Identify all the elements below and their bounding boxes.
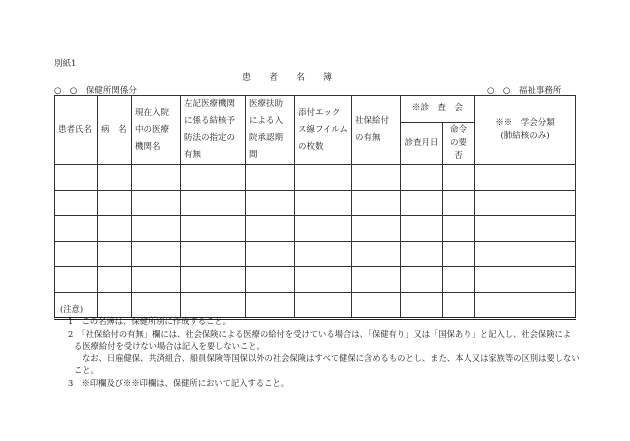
notes: [60, 303, 580, 389]
table-cell[interactable]: [352, 190, 401, 216]
table-cell[interactable]: [401, 241, 443, 267]
table-cell[interactable]: [55, 267, 98, 293]
header-disease: 病 名: [98, 96, 132, 165]
table-cell[interactable]: [295, 241, 352, 267]
table-cell[interactable]: [295, 190, 352, 216]
table-cell[interactable]: [401, 190, 443, 216]
table-cell[interactable]: [443, 190, 475, 216]
table-cell[interactable]: [295, 267, 352, 293]
table-cell[interactable]: [401, 216, 443, 242]
table-cell[interactable]: [475, 165, 576, 191]
table-cell[interactable]: [132, 216, 181, 242]
header-order: 命令の要 否: [443, 122, 475, 164]
header-medical-aid: 医療扶助による入院承認期間: [246, 96, 295, 165]
table-cell[interactable]: [352, 241, 401, 267]
table-cell[interactable]: [181, 241, 246, 267]
table-cell[interactable]: [132, 241, 181, 267]
header-tb-law: 左記医療機関に係る結核予防法の指定の有無: [181, 96, 246, 165]
header-hospital: 現在入院中の医療機関名: [132, 96, 181, 165]
table-cell[interactable]: [295, 165, 352, 191]
left-office-label: ○ ○ 保健所関係分: [54, 86, 137, 96]
table-cell[interactable]: [475, 190, 576, 216]
academic-label: ※※ 学会分類: [495, 118, 555, 128]
table-cell[interactable]: [98, 216, 132, 242]
header-academic: [475, 96, 576, 165]
table-cell[interactable]: [246, 190, 295, 216]
academic-sublabel: (肺結核のみ): [500, 131, 550, 141]
table-cell[interactable]: [181, 216, 246, 242]
table-cell[interactable]: [443, 165, 475, 191]
table-cell[interactable]: [246, 267, 295, 293]
header-patient-name: 患者氏名: [55, 96, 98, 165]
table-cell[interactable]: [98, 267, 132, 293]
table-cell[interactable]: [55, 241, 98, 267]
patient-register-table: [54, 95, 576, 320]
table-cell[interactable]: [181, 165, 246, 191]
table-cell[interactable]: [401, 165, 443, 191]
table-cell[interactable]: [132, 190, 181, 216]
notes-heading: (注意): [60, 304, 84, 314]
table-cell[interactable]: [443, 216, 475, 242]
table-row: [55, 190, 576, 216]
note-line: 3 ※印欄及び※※印欄は、保健所において記入すること。: [68, 377, 289, 388]
table-cell[interactable]: [475, 267, 576, 293]
table-row: [55, 165, 576, 191]
table-cell[interactable]: [55, 216, 98, 242]
table-cell[interactable]: [98, 165, 132, 191]
note-line: 2 「社保給付の有無」欄には、社会保険による医療の給付を受けている場合は、「保健有り」又は「国保あり」と記入し、社会保険によ: [68, 328, 572, 339]
table-cell[interactable]: [475, 216, 576, 242]
table-cell[interactable]: [352, 165, 401, 191]
table-cell[interactable]: [98, 190, 132, 216]
table-cell[interactable]: [55, 190, 98, 216]
note-line: なお、日雇健保、共済組合、船員保険等国保以外の社会保険はすべて健保に含めるものとし、また、本人又は家族等の区別は要しない: [82, 353, 580, 364]
table-cell[interactable]: [352, 267, 401, 293]
table-cell[interactable]: [295, 216, 352, 242]
table-cell[interactable]: [246, 216, 295, 242]
table-cell[interactable]: [181, 190, 246, 216]
header-review-date: 診査月日: [401, 122, 443, 164]
header-social-ins: 社保給付の有無: [352, 96, 401, 165]
table-cell[interactable]: [475, 241, 576, 267]
table-row: [55, 241, 576, 267]
table-cell[interactable]: [401, 267, 443, 293]
table-cell[interactable]: [443, 241, 475, 267]
table-cell[interactable]: [181, 267, 246, 293]
table-cell[interactable]: [98, 241, 132, 267]
attachment-label: 別紙1: [54, 59, 77, 69]
right-office-label: ○ ○ 福祉事務所: [487, 86, 562, 96]
note-line: こと。: [74, 365, 99, 376]
table-row: [55, 267, 576, 293]
header-xray: 添付エックス線フイルムの枚数: [295, 96, 352, 165]
header-review-board: ※診 査 会: [401, 96, 475, 123]
table-cell[interactable]: [352, 216, 401, 242]
table-cell[interactable]: [246, 165, 295, 191]
table-cell[interactable]: [132, 165, 181, 191]
table-cell[interactable]: [55, 165, 98, 191]
table-cell[interactable]: [132, 267, 181, 293]
table-cell[interactable]: [443, 267, 475, 293]
note-line: 1 この名簿は、保健所別に作成すること。: [68, 316, 231, 327]
page-title: 患 者 名 簿: [242, 73, 333, 83]
note-line: る医療給付を受けない場合は記入を要しないこと。: [74, 340, 265, 351]
table-cell[interactable]: [246, 241, 295, 267]
table-row: [55, 216, 576, 242]
